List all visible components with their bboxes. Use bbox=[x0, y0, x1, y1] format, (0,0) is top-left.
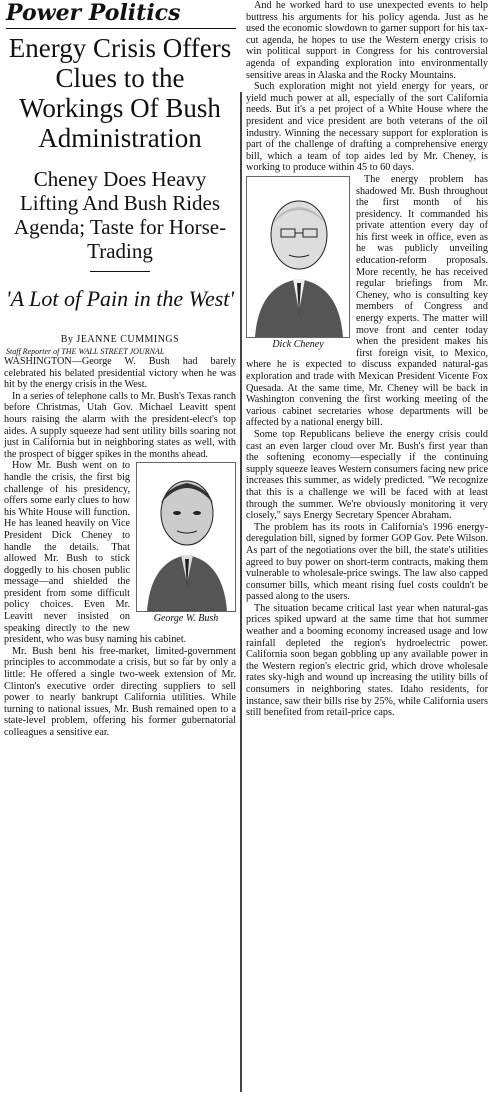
cheney-caption: Dick Cheney bbox=[272, 338, 324, 350]
tagline: 'A Lot of Pain in the West' bbox=[5, 286, 235, 311]
cheney-portrait-icon bbox=[247, 177, 350, 337]
bush-portrait-icon bbox=[137, 463, 236, 611]
bush-photo bbox=[136, 462, 236, 612]
bush-caption: George W. Bush bbox=[153, 613, 219, 625]
paragraph: WASHINGTON—George W. Bush had barely celebrated his belated presidential victory when he was hit by the energy crisis in the West. bbox=[4, 356, 236, 391]
right-body bbox=[246, 0, 488, 719]
paragraph: Some top Republicans believe the energy crisis could cast an even larger cloud over Mr. Bush's first year than the softening economy—especially if the continuing supply squeeze leaves Western consumers facing new price increases this summer, as widely predicted. "We recognize that this is a challenge we will be faced with at least through the summer. We're obviously monitoring it very closely," says Energy Secretary Spencer Abraham. bbox=[246, 428, 488, 522]
paragraph: The energy problem has shadowed Mr. Bush throughout the first month of his presidency. It commanded his private attention every day of his first week in office, even as he was publicly unveiling education-reform proposals. More recently, he has received regular briefings from Mr. Cheney, who is consulting key members of Congress and energy experts. The matter will move front and center today when the president makes his first foreign visit, to Mexico, where he is expected to discuss expanded natural-gas exploration and trade with Mexican President Vicente Fox Quesada. At the same time, Mr. Cheney will be back in Washington convening the first working meeting of the various cabinet secretaries whose departments will be affected by a national energy bill. bbox=[246, 173, 488, 429]
paragraph: And he worked hard to use unexpected events to help buttress his arguments for his policy agenda. Just as he used the economic slowdown to garner support for his tax-cut agenda, he hopes to use the Western energy crisis to win political support in Congress for his controversial agenda of expanding exploration into environmentally sensitive areas in Alaska and the Rocky Mountains. bbox=[246, 0, 488, 81]
paragraph: How Mr. Bush went on to handle the crisis, the first big challenge of his presidency, offers some early clues to how his White House will function. He has leaned heavily on Vice President Dick Cheney to handle the details. That allowed Mr. Bush to stick doggedly to his chosen public message—and shielded the president from some difficult policy choices. Even Mr. Leavitt never insisted on speaking directly to the new president, who was busy naming his cabinet. bbox=[4, 460, 187, 646]
paragraph: In a series of telephone calls to Mr. Bush's Texas ranch before Christmas, Utah Gov. Michael Leavitt spent hours raising the alarm with the president-elect's top aides. A supply squeeze had sent utility bills soaring not just in California but in neighboring states as well, with the prospect of bigger spikes in the months ahead. bbox=[4, 390, 236, 460]
staff-credit: Staff Reporter of THE WALL STREET JOURNAL bbox=[6, 347, 165, 356]
paragraph: The situation became critical last year when natural-gas prices spiked upward at the same time that hot summer weather and a booming economy increased usage and low rainfall depleted the region's hydroelectric power. California soon began gobbling up any available power in the Western region's electric grid, which drove wholesale rates sky-high and wound up increasing the utility bills of consumers in neighboring states. Idaho residents, for instance, saw their bills rise by 25%, while California users still benefited from retail-price caps. bbox=[246, 602, 488, 719]
right-column bbox=[246, 0, 488, 719]
paragraph: Such exploration might not yield energy for years, or yield much power at all, especially of the sort California needs. But it's a pet project of a White House where the president and vice president are both veterans of the oil industry. Winning the necessary support for exploration is part of the challenge of drafting a comprehensive energy bill, which a team of top aides led by Mr. Cheney, is working to produce within 45 to 60 days. bbox=[246, 81, 488, 174]
paragraph: Mr. Bush bent his free-market, limited-government principles to accommodate a crisis, but so far by only a little: He offered a single two-week extension of Mr. Clinton's executive order directing suppliers to sell power to nearly bankrupt California utilities. While turning to national issues, Mr. Bush remained open to a state-level problem, offering his former gubernatorial colleagues a sensitive ear. bbox=[4, 645, 236, 738]
left-body bbox=[4, 356, 236, 739]
cheney-photo bbox=[246, 176, 350, 338]
cheney-photo-block bbox=[246, 176, 350, 351]
deck: Cheney Does Heavy Lifting And Bush Rides Agenda; Taste for Horse-Trading bbox=[13, 167, 227, 263]
paragraph: The problem has its roots in California's 1996 energy-deregulation bill, signed by former GOP Gov. Pete Wilson. As part of the negotiations over the bill, the state's utilities agreed to buy power on short-term contracts, making them vulnerable to wholesale-price swings. The law also capped consumer bills, which meant rising fuel costs couldn't be passed along to the users. bbox=[246, 521, 488, 603]
kicker: Power Politics bbox=[6, 0, 236, 29]
left-column bbox=[4, 0, 236, 739]
separator bbox=[90, 271, 150, 272]
bush-photo-block bbox=[136, 462, 236, 625]
byline: By JEANNE CUMMINGS bbox=[60, 334, 180, 345]
column-rule bbox=[240, 92, 242, 1092]
headline: Energy Crisis Offers Clues to the Workings Of Bush Administration bbox=[8, 33, 232, 153]
